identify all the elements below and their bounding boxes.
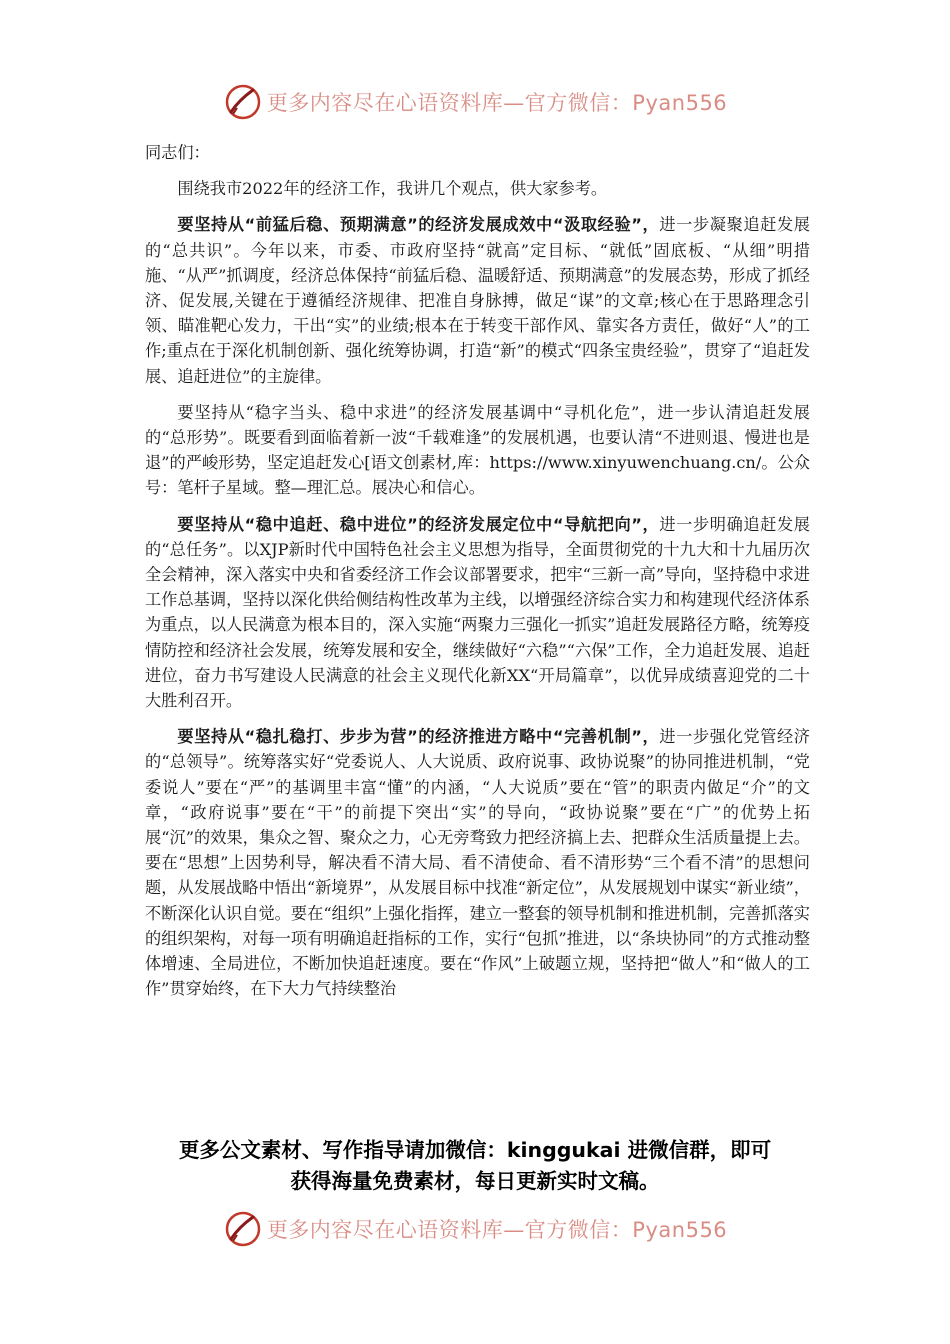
paragraph-4 — [145, 724, 810, 1001]
paragraph-1-body: 进一步凝聚追赶发展的“总共识”。今年以来，市委、市政府坚持“就高”定目标、“就低”固底板、“从细”明措施、“从严”抓调度，经济总体保持“前猛后稳、温暖舒适、预期满意”的发展态势，形成了抓经济、促发展,关键在于遵循经济规律、把准自身脉搏，做足“谋”的文章;核心在于思路理念引领、瞄准靶心发力，干出“实”的业绩;根本在于转变干部作风、靠实各方责任，做好“人”的工作;重点在于深化机制创新、强化统筹协调，打造“新”的模式“四条宝贵经验”，贯穿了“追赶发展、追赶进位”的主旋律。 — [145, 215, 810, 386]
paragraph-4-heading: 要坚持从“稳扎稳打、步步为营”的经济推进方略中“完善机制”， — [177, 727, 660, 747]
header-banner — [0, 80, 950, 124]
footer-ad-line-1: 更多公文素材、写作指导请加微信：kinggukai 进微信群，即可 — [178, 1138, 772, 1162]
paragraph-3-heading: 要坚持从“稳中追赶、稳中进位”的经济发展定位中“导航把向”， — [177, 514, 660, 534]
paragraph-1-heading: 要坚持从“前猛后稳、预期满意”的经济发展成效中“汲取经验”， — [177, 215, 660, 235]
pen-logo-icon — [223, 1209, 263, 1249]
paragraph-2: 要坚持从“稳字当头、稳中求进”的经济发展基调中“寻机化危”，进一步认清追赶发展的“总形势”。既要看到面临着新一波“千载难逢”的发展机遇，也要认清“不进则退、慢进也是退”的严峻形势，坚定追赶发心[语文创素材,库：https://www.xinyuwenchuang.cn/。公众号：笔杆子星域。整—理汇总。展决心和信心。 — [145, 402, 810, 498]
paragraph-1 — [145, 212, 810, 388]
footer-banner — [0, 1207, 950, 1251]
paragraph-3-body: 进一步明确追赶发展的“总任务”。以XJP新时代中国特色社会主义思想为指导，全面贯彻党的十九大和十九届历次全会精神，深入落实中央和省委经济工作会议部署要求，把牢“三新一高”导向，坚持稳中求进工作总基调，坚持以深化供给侧结构性改革为主线，以增强经济综合实力和构建现代经济体系为重点，以人民满意为根本目的，深入实施“两聚力三强化一抓实”追赶发展路径方略，统筹疫情防控和经济社会发展，统筹发展和安全，继续做好“六稳”“六保”工作，全力追赶发展、追赶进位，奋力书写建设人民满意的社会主义现代化新XX“开局篇章”，以优异成绩喜迎党的二十大胜利召开。 — [145, 514, 810, 711]
footer-ad-line-2: 获得海量免费素材，每日更新实时文稿。 — [290, 1169, 660, 1193]
paragraph-4-body: 进一步强化党管经济的“总领导”。统筹落实好“党委说人、人大说质、政府说事、政协说聚”的协同推进机制，“党委说人”要在“严”的基调里丰富“懂”的内涵，“人大说质”要在“管”的职责内做足“介”的文章，“政府说事”要在“干”的前提下突出“实”的导向，“政协说聚”要在“广”的优势上拓展“沉”的效果，集众之智、聚众之力，心无旁骛致力把经济搞上去、把群众生活质量提上去。要在“思想”上因势利导，解决看不清大局、看不清使命、看不清形势“三个看不清”的思想问题，从发展战略中悟出“新境界”，从发展目标中找准“新定位”，从发展规划中谋实“新业绩”，不断深化认识自觉。要在“组织”上强化指挥，建立一整套的领导机制和推进机制，完善抓落实的组织架构，对每一项有明确追赶指标的工作，实行“包抓”推进，以“条块协同”的方式推动整体增速、全局进位，不断加快追赶速度。要在“作风”上破题立规，坚持把“做人”和“做人的工作”贯穿始终，在下大力气持续整治 — [145, 727, 810, 999]
paragraph-3 — [145, 512, 810, 714]
intro-paragraph: 围绕我市2022年的经济工作，我讲几个观点，供大家参考。 — [177, 179, 608, 199]
pen-logo-icon — [223, 82, 263, 122]
salutation: 同志们： — [145, 143, 210, 162]
speech-document — [145, 140, 810, 1013]
banner-text: 更多内容尽在心语资料库—官方微信：Pyan556 — [266, 91, 728, 115]
banner-text: 更多内容尽在心语资料库—官方微信：Pyan556 — [266, 1218, 728, 1242]
footer-advertisement — [100, 1135, 850, 1197]
